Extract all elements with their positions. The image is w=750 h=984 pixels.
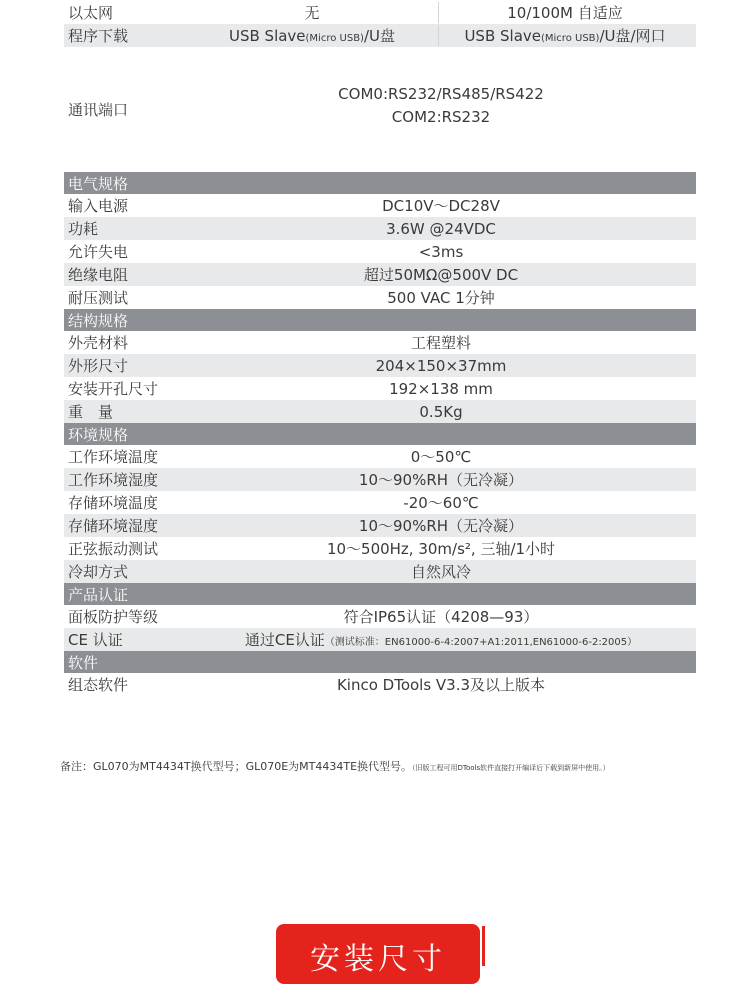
spec-value: <3ms	[418, 242, 464, 261]
spec-row	[64, 354, 696, 377]
value-part-small: (Micro USB)	[305, 33, 364, 44]
section-header-structure: 结构规格	[64, 309, 696, 331]
spec-label: 安装开孔尺寸	[68, 380, 159, 398]
spec-value: 10～90%RH（无冷凝）	[358, 517, 524, 535]
spec-value: 192×138 mm	[389, 379, 493, 398]
section-header-electrical: 电气规格	[64, 172, 696, 194]
section-header-certification: 产品认证	[64, 583, 696, 605]
spec-label: 外形尺寸	[68, 357, 129, 375]
spec-row	[64, 331, 696, 354]
spec-label: 外壳材料	[68, 334, 129, 352]
spec-value: 超过50MΩ@500V DC	[363, 266, 519, 284]
spec-label: 工作环境温度	[68, 448, 159, 466]
spec-label: 以太网	[68, 3, 114, 22]
spec-row	[64, 217, 696, 240]
spec-row	[64, 560, 696, 583]
spec-label: 工作环境湿度	[68, 471, 159, 489]
spec-row-ce	[64, 628, 696, 651]
spec-value: 工程塑料	[410, 334, 471, 352]
spec-label: 绝缘电阻	[68, 266, 129, 284]
spec-value	[186, 83, 696, 129]
footnote	[60, 758, 750, 774]
spec-value: 10～500Hz, 30m/s², 三轴/1小时	[326, 540, 556, 558]
value-part: /U盘/网口	[599, 27, 666, 45]
spec-row	[64, 400, 696, 423]
spec-label: 正弦振动测试	[68, 540, 159, 558]
spec-value: 10～90%RH（无冷凝）	[358, 471, 524, 489]
spec-label: 组态软件	[68, 676, 129, 694]
install-button-label: 安装尺寸	[310, 942, 446, 977]
spec-row-ip-rating	[64, 605, 696, 628]
comm-line-2: COM2:RS232	[391, 107, 491, 126]
spec-label: CE 认证	[68, 631, 123, 649]
spec-row	[64, 445, 696, 468]
spec-label: 冷却方式	[68, 563, 129, 581]
spec-row	[64, 377, 696, 400]
ce-standard-detail: （测试标准：EN61000-6-4:2007+A1:2011,EN61000-6-2:2005）	[324, 637, 638, 648]
spec-row	[64, 468, 696, 491]
spec-row	[64, 286, 696, 309]
spec-value	[186, 629, 696, 650]
spec-value-model-a	[186, 25, 439, 46]
spec-value: 自然风冷	[410, 563, 471, 581]
value-part: /U盘	[363, 27, 396, 45]
spec-table	[64, 0, 696, 696]
section-header-software: 软件	[64, 651, 696, 673]
spec-row	[64, 240, 696, 263]
spec-label: 允许失电	[68, 243, 129, 261]
spec-label: 输入电源	[68, 197, 129, 215]
spec-row	[64, 263, 696, 286]
spec-value: -20～60℃	[403, 494, 479, 512]
spec-value: 500 VAC 1分钟	[387, 289, 495, 307]
spec-value: DC10V～DC28V	[382, 197, 500, 215]
footnote-small: （旧版工程可用DTools软件直接打开编译后下载到新屏中使用。）	[412, 764, 610, 772]
spec-value: 204×150×37mm	[375, 356, 507, 375]
footnote-main: 备注：GL070为MT4434T换代型号；GL070E为MT4434TE换代型号。	[60, 760, 413, 773]
spec-value-model-a: 无	[186, 2, 439, 23]
spec-label: 存储环境湿度	[68, 517, 159, 535]
value-part: USB Slave	[464, 27, 541, 45]
button-edge-decoration	[482, 926, 485, 966]
spec-value: Kinco DTools V3.3及以上版本	[336, 676, 546, 694]
spec-value: 3.6W @24VDC	[386, 219, 496, 238]
spec-value: 符合IP65认证（4208—93）	[343, 608, 539, 626]
spec-label: 面板防护等级	[68, 608, 159, 626]
install-dimensions-button[interactable]	[276, 924, 480, 984]
spec-row	[64, 491, 696, 514]
spec-label: 通讯端口	[68, 101, 129, 119]
spec-row-ethernet	[64, 0, 696, 24]
spec-value-model-b: 10/100M 自适应	[507, 3, 623, 22]
spec-row	[64, 673, 696, 696]
section-header-environment: 环境规格	[64, 423, 696, 445]
spec-row-comm-port	[64, 47, 696, 172]
spec-row-download	[64, 24, 696, 47]
spec-row	[64, 537, 696, 560]
value-part-small: (Micro USB)	[541, 33, 600, 44]
value-part: USB Slave	[228, 27, 306, 45]
spec-label: 耐压测试	[68, 289, 129, 307]
spec-row	[64, 514, 696, 537]
spec-label: 程序下载	[68, 27, 129, 45]
spec-label: 重 量	[68, 403, 114, 421]
spec-value: 0～50℃	[410, 448, 472, 466]
ce-value: 通过CE认证	[244, 631, 325, 649]
comm-line-1: COM0:RS232/RS485/RS422	[338, 84, 544, 103]
spec-value: 0.5Kg	[419, 402, 463, 421]
spec-label: 存储环境温度	[68, 494, 159, 512]
spec-value-model-b	[439, 25, 691, 46]
spec-row	[64, 194, 696, 217]
spec-label: 功耗	[68, 220, 99, 238]
